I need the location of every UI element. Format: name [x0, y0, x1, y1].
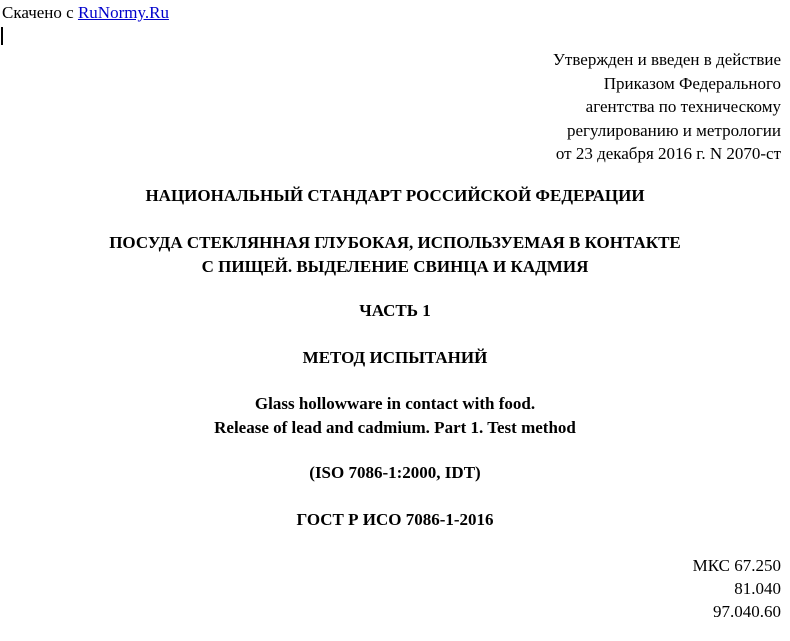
iso-reference: (ISO 7086-1:2000, IDT) — [309, 463, 481, 482]
english-title-line: Glass hollowware in contact with food. — [254, 394, 536, 413]
classification-line: 97.040.60 — [713, 602, 781, 621]
classification-block — [693, 554, 781, 623]
subject-line: С ПИЩЕЙ. ВЫДЕЛЕНИЕ СВИНЦА И КАДМИЯ — [201, 256, 589, 276]
subject-line: ПОСУДА СТЕКЛЯННАЯ ГЛУБОКАЯ, ИСПОЛЬЗУЕМАЯ В КОНТАКТЕ — [109, 233, 681, 252]
text-cursor — [1, 27, 3, 45]
standard-type-heading: НАЦИОНАЛЬНЫЙ СТАНДАРТ РОССИЙСКОЙ ФЕДЕРАЦИИ — [145, 186, 645, 205]
english-title-line: Release of lead and cadmium. Part 1. Test method — [214, 417, 576, 437]
classification-line: МКС 67.250 — [692, 556, 781, 575]
approval-line: агентства по техническому — [585, 97, 781, 116]
approval-line: от 23 декабря 2016 г. N 2070-ст — [555, 144, 781, 163]
method-heading: МЕТОД ИСПЫТАНИЙ — [302, 348, 488, 367]
gost-number: ГОСТ Р ИСО 7086-1-2016 — [296, 510, 494, 529]
subject-heading — [0, 231, 790, 278]
approval-block — [553, 48, 781, 166]
approval-line: Приказом Федерального — [603, 73, 781, 93]
source-prefix: Скачено с — [2, 3, 78, 22]
source-line — [2, 3, 169, 23]
part-heading: ЧАСТЬ 1 — [359, 301, 431, 320]
classification-line: 81.040 — [734, 579, 781, 598]
source-link[interactable]: RuNormy.Ru — [77, 3, 169, 22]
approval-line: регулированию и метрологии — [566, 120, 781, 140]
english-title — [0, 392, 790, 439]
approval-line: Утвержден и введен в действие — [552, 50, 781, 69]
